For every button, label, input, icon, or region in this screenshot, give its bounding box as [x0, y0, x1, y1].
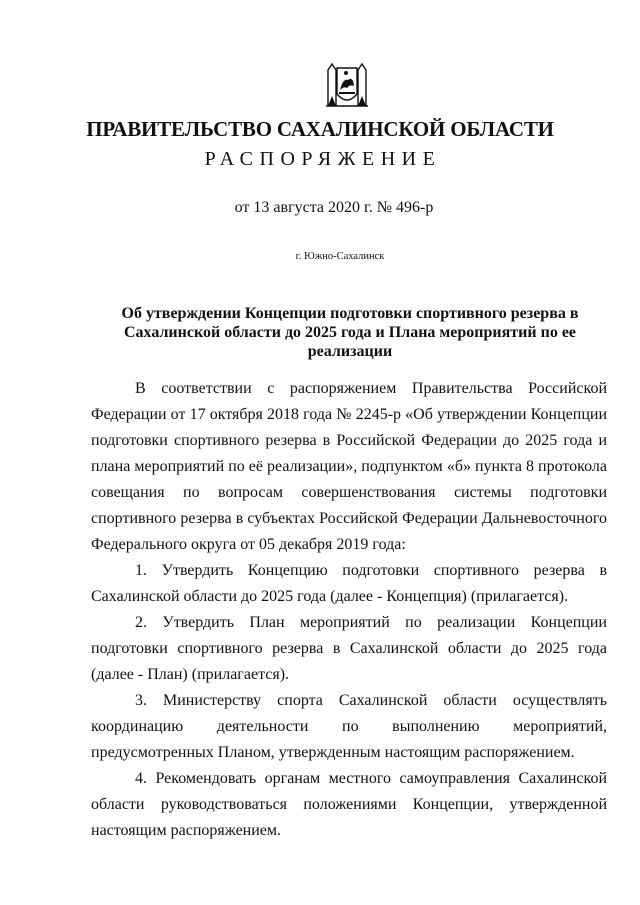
body-paragraph-item-1: 1. Утвердить Концепцию подготовки спортивного резерва в Сахалинской области до 2025 года (далее - Концепция) (прилагается).	[91, 562, 607, 605]
document-type: РАСПОРЯЖЕНИЕ	[204, 148, 442, 170]
document-body	[91, 376, 607, 844]
document-city: г. Южно-Сахалинск	[295, 251, 385, 262]
body-paragraph-item-2: 2. Утвердить План мероприятий по реализации Концепции подготовки спортивного резерва в Сахалинской области до 2025 года (далее - План) (прилагается).	[91, 614, 607, 683]
document-subject: Об утверждении Концепции подготовки спортивного резерва в Сахалинской области до 2025 года и Плана мероприятий по ее реализации	[121, 305, 579, 360]
body-paragraph-item-4: 4. Рекомендовать органам местного самоуправления Сахалинской области руководствоваться положениями Концепции, утвержденной настоящим распоряжением.	[91, 770, 607, 839]
government-title: ПРАВИТЕЛЬСТВО САХАЛИНСКОЙ ОБЛАСТИ	[86, 117, 554, 141]
sakhalin-coat-of-arms-icon	[322, 60, 372, 110]
body-paragraph-preamble: В соответствии с распоряжением Правительства Российской Федерации от 17 октября 2018 года № 2245-р «Об утверждении Концепции подготовки спортивного резерва в Российской Федерации до 2025 года и плана мероприятий по её реализации», подпунктом «б» пункта 8 протокола совещания по вопросам совершенствования системы подготовки спортивного резерва в субъектах Российской Федерации Дальневосточного Федерального округа от 05 декабря 2019 года:	[91, 380, 607, 553]
body-paragraph-item-3: 3. Министерству спорта Сахалинской области осуществлять координацию деятельности по выполнению мероприятий, предусмотренных Планом, утвержденным настоящим распоряжением.	[91, 692, 607, 761]
document-date-number: от 13 августа 2020 г. № 496-р	[234, 199, 434, 216]
